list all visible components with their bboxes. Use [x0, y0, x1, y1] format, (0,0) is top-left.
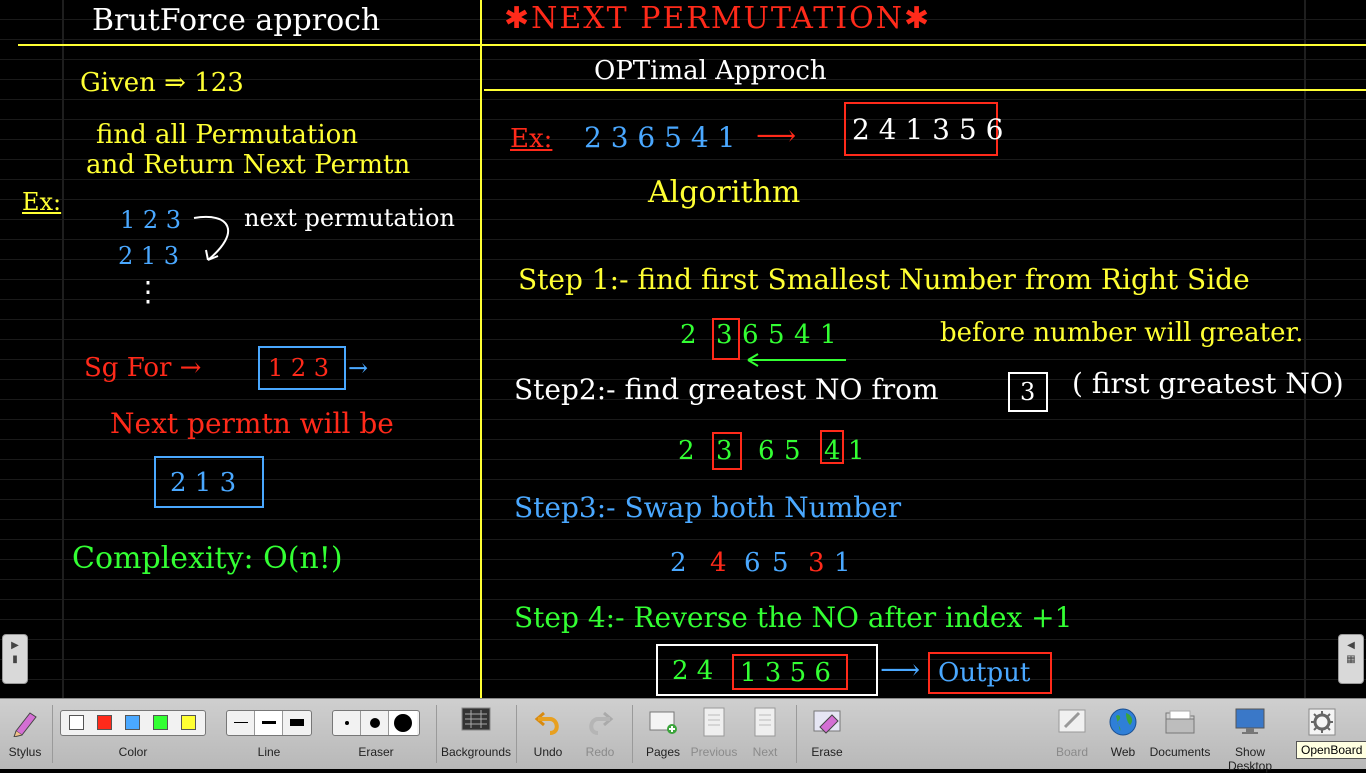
documents-button[interactable] [1148, 699, 1212, 769]
right-dock-tab[interactable]: ◀ ▦ [1338, 634, 1364, 684]
given-text: Given ⇒ 123 [80, 68, 244, 98]
toolbar [0, 698, 1366, 773]
step-4: Step 4:- Reverse the NO after index +1 [514, 601, 1073, 634]
line-thick-option[interactable] [283, 711, 311, 735]
step3-digit: 6 [744, 548, 761, 578]
step2-box-value: 3 [1020, 378, 1036, 406]
toolbar-separator [796, 705, 797, 763]
line-label: Line [257, 745, 281, 759]
web-button[interactable] [1100, 699, 1146, 769]
settings-gear-icon [1307, 707, 1337, 737]
pages-label: Pages [645, 745, 681, 759]
stylus-icon [10, 707, 40, 737]
step1-scan-arrow [744, 352, 848, 368]
color-swatch-white[interactable] [69, 715, 84, 730]
backgrounds-button[interactable] [440, 699, 512, 769]
step3-digit: 4 [710, 548, 727, 578]
final-reversed-box [732, 654, 848, 690]
color-swatch-blue[interactable] [125, 715, 140, 730]
add-page-icon [648, 707, 678, 735]
show-desktop-label: Show Desktop [1227, 745, 1273, 773]
complexity-text: Complexity: O(n!) [72, 541, 343, 576]
previous-page-icon [701, 707, 727, 737]
right-example-label: Ex: [510, 124, 553, 154]
eraser-medium-option[interactable] [361, 711, 389, 735]
step-3: Step3:- Swap both Number [514, 491, 902, 524]
line-group [224, 699, 314, 769]
stylus-label: Stylus [8, 745, 42, 759]
algorithm-title: Algorithm [648, 175, 801, 210]
result-box [154, 456, 264, 508]
toolbar-separator [632, 705, 633, 763]
step2-digit: 4 [824, 436, 841, 466]
step2-digit: 2 [678, 436, 695, 466]
next-page-button[interactable] [740, 699, 790, 769]
stylus-button[interactable] [0, 699, 50, 769]
line-width-selector [226, 710, 312, 736]
toolbar-separator [52, 705, 53, 763]
board-button[interactable] [1048, 699, 1096, 769]
redo-label: Redo [585, 745, 615, 759]
find-line-1: find all Permutation [96, 120, 359, 150]
step-1: Step 1:- find first Smallest Number from Right Side [518, 263, 1250, 296]
eraser-small-option[interactable] [333, 711, 361, 735]
erase-button[interactable] [802, 699, 852, 769]
perm-2: 2 1 3 [118, 242, 180, 270]
step2-highlight-3 [712, 432, 742, 470]
subtitle-underline [484, 89, 1366, 91]
pages-button[interactable] [638, 699, 688, 769]
backgrounds-label: Backgrounds [440, 745, 512, 759]
next-perm-arrow [190, 212, 250, 268]
color-group [58, 699, 208, 769]
result-value: 2 1 3 [170, 468, 237, 498]
undo-button[interactable] [524, 699, 572, 769]
step3-digit: 2 [670, 548, 687, 578]
next-permutation-header: ✱NEXT PERMUTATION✱ [504, 1, 932, 36]
documents-label: Documents [1149, 745, 1211, 759]
column-divider [480, 0, 482, 698]
undo-icon [534, 707, 562, 735]
sg-value-box [258, 346, 346, 390]
board-icon [1057, 707, 1087, 735]
perm-1: 1 2 3 [120, 206, 182, 234]
previous-label: Previous [690, 745, 738, 759]
step1-digit: 6 [742, 320, 759, 350]
step2-digit: 3 [716, 436, 733, 466]
web-label: Web [1110, 745, 1136, 759]
eraser-label: Eraser [358, 745, 394, 759]
color-palette [60, 710, 206, 736]
step1-note: before number will greater. [940, 318, 1304, 348]
backgrounds-icon [461, 707, 491, 731]
folder-icon [1164, 707, 1196, 735]
example-arrow: ⟶ [756, 119, 797, 152]
line-medium-option[interactable] [255, 711, 283, 735]
eraser-large-option[interactable] [389, 711, 417, 735]
sg-for-label: Sg For → [84, 353, 202, 383]
step2-highlight-4 [820, 430, 844, 464]
bruteforce-title: BrutForce approch [92, 3, 381, 38]
toolbar-separator [516, 705, 517, 763]
final-arrow: ⟶ [880, 653, 921, 686]
erase-icon [812, 707, 842, 735]
globe-icon [1108, 707, 1138, 737]
dots: ⋮ [134, 275, 162, 308]
previous-page-button[interactable] [688, 699, 740, 769]
sg-value: 1 2 3 [268, 354, 330, 382]
next-perm-will-be: Next permtn will be [110, 407, 394, 440]
final-result-box [656, 644, 878, 696]
board-label: Board [1055, 745, 1089, 759]
step2-note: ( first greatest NO) [1072, 367, 1344, 400]
next-page-icon [752, 707, 778, 737]
step1-digit: 4 [794, 320, 811, 350]
color-swatch-red[interactable] [97, 715, 112, 730]
step3-digit: 5 [772, 548, 789, 578]
step1-digit: 3 [716, 320, 733, 350]
eraser-size-selector [332, 710, 420, 736]
final-reversed: 1 3 5 6 [740, 658, 831, 688]
step-2: Step2:- find greatest NO from [514, 373, 939, 406]
output-box [928, 652, 1052, 694]
step3-digit: 3 [808, 548, 825, 578]
optimal-approach-subtitle: OPTimal Approch [594, 56, 827, 86]
step3-digit: 1 [834, 548, 851, 578]
output-label: Output [938, 658, 1031, 688]
sg-arrow: → [348, 354, 369, 382]
header-underline [18, 44, 1366, 46]
find-line-2: and Return Next Permtn [86, 150, 411, 180]
step2-digit: 1 [848, 436, 865, 466]
example-input: 2 3 6 5 4 1 [584, 121, 736, 154]
next-label: Next [752, 745, 778, 759]
page-edge-right [1304, 0, 1306, 698]
toolbar-separator [436, 705, 437, 763]
redo-button[interactable] [576, 699, 624, 769]
example-output-box [844, 102, 1004, 156]
left-example-label: Ex: [22, 188, 62, 216]
left-dock-tab[interactable]: ▶ ▮ [2, 634, 28, 684]
step1-digit: 5 [768, 320, 785, 350]
step2-digit: 6 [758, 436, 775, 466]
color-label: Color [118, 745, 148, 759]
color-swatch-green[interactable] [153, 715, 168, 730]
example-output: 2 4 1 3 5 6 [852, 113, 1004, 146]
step1-digit: 1 [820, 320, 837, 350]
monitor-icon [1234, 707, 1266, 735]
eraser-group [330, 699, 422, 769]
step1-highlight-box [712, 318, 740, 360]
undo-label: Undo [533, 745, 563, 759]
color-swatch-yellow[interactable] [181, 715, 196, 730]
redo-icon [586, 707, 614, 735]
step2-box [1008, 372, 1048, 412]
show-desktop-button[interactable] [1212, 699, 1288, 773]
next-perm-note: next permutation [244, 204, 455, 232]
final-prefix: 2 4 [672, 656, 714, 686]
erase-label: Erase [811, 745, 843, 759]
line-thin-option[interactable] [227, 711, 255, 735]
openboard-tooltip: OpenBoard [1296, 741, 1366, 759]
step1-digit: 2 [680, 320, 697, 350]
page-edge-left [62, 0, 64, 698]
step2-digit: 5 [784, 436, 801, 466]
